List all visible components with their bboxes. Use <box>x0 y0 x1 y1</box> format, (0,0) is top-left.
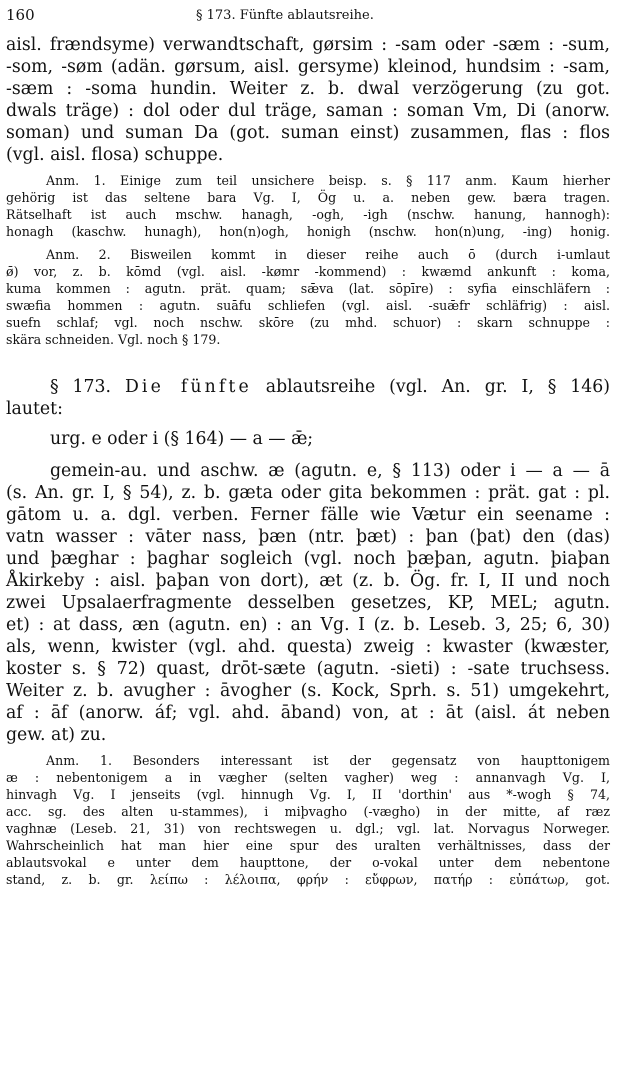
text-line: gemein-au. und aschw. æ (agutn. e, § 113) oder i — a — ā <box>50 461 610 481</box>
note-line: Anm. 1. Einige zum teil unsichere beisp. s. § 117 anm. Kaum hierher <box>46 173 610 188</box>
ablaut-formula <box>6 428 610 450</box>
note-line: acc. sg. des alten u-stammes), i miþvagho (-vægho) in der mitte, af ræz <box>6 804 610 819</box>
text-line: koster s. § 72) quast, drōt-sæte (agutn. -sieti) : -sate truchsess. <box>6 659 610 679</box>
note-anm-2 <box>6 246 610 348</box>
text-line: soman) und suman Da (got. suman einst) zusammen, flas : flos <box>6 123 610 143</box>
section-spaced-title: Die fünfte <box>124 377 252 397</box>
text-line: dwals träge) : dol oder dul träge, saman : soman Vm, Di (anorw. <box>6 101 610 121</box>
text-line: und þæghar : þaghar sogleich (vgl. noch þæþan, agutn. þiaþan <box>6 549 610 569</box>
text-line: Åkirkeby : aisl. þaþan von dort), æt (z. b. Ög. fr. I, II und noch <box>6 571 610 591</box>
note-line: Wahrscheinlich hat man hier eine spur des uralten verhältnisses, dass der <box>6 838 610 853</box>
text-line: -sæm : -soma hundin. Weiter z. b. dwal verzögerung (zu got. <box>6 79 610 99</box>
text-line: gew. at) zu. <box>6 725 107 745</box>
note-line: gehörig ist das seltene bara Vg. I, Ög u. a. neben gew. bæra tragen. <box>6 190 610 205</box>
text-line: -som, -søm (adän. gørsum, aisl. gersyme) kleinod, hundsim : -sam, <box>6 57 610 77</box>
note-line: vaghnæ (Leseb. 21, 31) von rechtswegen u. dgl.; vgl. lat. Norvagus Norweger. <box>6 821 610 836</box>
page-number: 160 <box>6 6 35 24</box>
paragraph-continuation <box>6 34 610 166</box>
formula-line: urg. e oder i (§ 164) — a — ǣ; <box>50 429 314 449</box>
text-line: (s. An. gr. I, § 54), z. b. gæta oder gita bekommen : prät. gat : pl. <box>6 483 610 503</box>
text-line: zwei Upsalaerfragmente desselben gesetzes, KP, MEL; agutn. <box>6 593 610 613</box>
note-line: ø̄) vor, z. b. kōmd (vgl. aisl. -kømr -kommend) : kwæmd ankunft : koma, <box>6 264 610 279</box>
running-title: § 173. Fünfte ablautsreihe. <box>196 8 374 23</box>
text-line: aisl. frændsyme) verwandtschaft, gørsim : -sam oder -sæm : -sum, <box>6 35 610 55</box>
note-anm-1-section-173 <box>6 752 610 888</box>
note-line: suefn schlaf; vgl. noch nschw. skōre (zu mhd. schuor) : skarn schnuppe : <box>6 315 610 330</box>
note-line: skära schneiden. Vgl. noch § 179. <box>6 332 221 347</box>
note-line: hinvagh Vg. I jenseits (vgl. hinnugh Vg. I, II 'dorthin' aus *-wogh § 74, <box>6 787 610 802</box>
text-line: als, wenn, kwister (vgl. ahd. questa) zweig : kwaster (kwæster, <box>6 637 610 657</box>
text-line: vatn wasser : vāter nass, þæn (ntr. þæt) : þan (þat) den (das) <box>6 527 610 547</box>
note-anm-1 <box>6 172 610 240</box>
note-line: æ : nebentonigem a in vægher (selten vagher) weg : annanvagh Vg. I, <box>6 770 610 785</box>
text-line: gātom u. a. dgl. verben. Ferner fälle wie Vætur ein seename : <box>6 505 610 525</box>
note-line: Anm. 1. Besonders interessant ist der gegensatz von haupttonigem <box>46 753 610 768</box>
note-line: honagh (kaschw. hunagh), hon(n)ogh, honigh (nschw. hon(n)ung, -ing) honig. <box>6 224 610 239</box>
text-line: Weiter z. b. avugher : āvogher (s. Kock, Sprh. s. 51) umgekehrt, <box>6 681 610 701</box>
section-number: § 173. <box>50 377 112 397</box>
note-line: kuma kommen : agutn. prät. quam; sǣva (lat. sōpīre) : syfia einschläfern : <box>6 281 610 296</box>
section-heading-line-2: lautet: <box>6 399 63 419</box>
text-line: et) : at dass, æn (agutn. en) : an Vg. I (z. b. Leseb. 3, 25; 6, 30) <box>6 615 610 635</box>
section-173-body <box>6 460 610 746</box>
note-line: Anm. 2. Bisweilen kommt in dieser reihe auch ō (durch i-umlaut <box>46 247 610 262</box>
section-heading-line <box>6 376 610 398</box>
note-line: swæfia hommen : agutn. suāfu schliefen (vgl. aisl. -suǣfr schläfrig) : aisl. <box>6 298 610 313</box>
note-line: stand, z. b. gr. λείπω : λέλοιπα, φρήν : εὔφρων, πατήρ : εὐπάτωρ, got. <box>6 872 610 887</box>
note-line: ablautsvokal e unter dem haupttone, der o-vokal unter dem nebentone <box>6 855 610 870</box>
book-page <box>6 0 610 888</box>
text-line: (vgl. aisl. flosa) schuppe. <box>6 145 224 165</box>
page-header <box>6 0 610 34</box>
text-line: af : āf (anorw. áf; vgl. ahd. āband) von, at : āt (aisl. át neben <box>6 703 610 723</box>
section-173-heading <box>6 376 610 420</box>
note-line: Rätselhaft ist auch mschw. hanagh, -ogh, -igh (nschw. hanung, hannogh): <box>6 207 610 222</box>
section-title-rest: ablautsreihe (vgl. An. gr. I, § 146) <box>265 377 611 397</box>
